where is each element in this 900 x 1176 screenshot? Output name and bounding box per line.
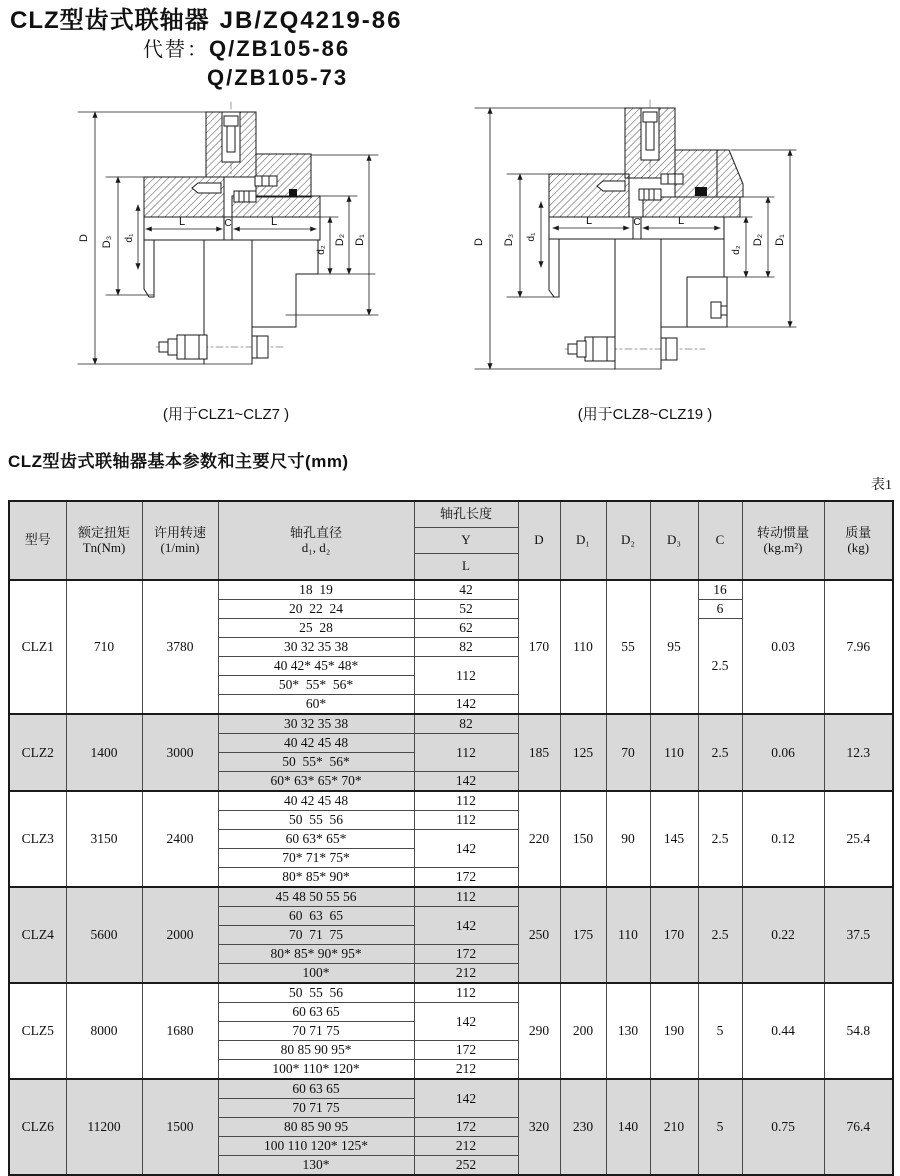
D2-cell: 70 — [606, 714, 650, 791]
bore-cell: 60* — [218, 695, 414, 715]
bore-cell: 50 55 56 — [218, 811, 414, 830]
torque-cell: 710 — [66, 580, 142, 714]
dim-label-D: D — [78, 234, 90, 242]
coupling-drawing-clz1-7 — [56, 92, 396, 404]
bore-cell: 80 85 90 95* — [218, 1041, 414, 1060]
D-cell: 290 — [518, 983, 560, 1079]
len-cell: 142 — [414, 772, 518, 792]
torque-cell: 5600 — [66, 887, 142, 983]
len-cell: 142 — [414, 830, 518, 868]
model-cell: CLZ3 — [9, 791, 66, 887]
len-cell: 82 — [414, 638, 518, 657]
coupling-drawing-clz8-19 — [465, 92, 825, 404]
page-title — [10, 8, 402, 34]
torque-cell: 11200 — [66, 1079, 142, 1175]
col-header-torque — [66, 501, 142, 580]
bore-cell: 130* — [218, 1156, 414, 1176]
len-cell: 212 — [414, 1137, 518, 1156]
inertia-cell: 0.75 — [742, 1079, 824, 1175]
dim-label-D3: D₃ — [101, 235, 113, 249]
replaced-standard-2: Q/ZB105-73 — [207, 65, 349, 90]
bore-cell: 70 71 75 — [218, 1022, 414, 1041]
hline: Tn(Nm) — [82, 539, 126, 555]
bore-cell: 60 63 65 — [218, 1003, 414, 1022]
col-header-D: D — [518, 501, 560, 580]
bore-cell: 50 55* 56* — [218, 753, 414, 772]
speed-cell: 3000 — [142, 714, 218, 791]
col-header-len-L: L — [414, 554, 518, 581]
col-header-D3: D₃ — [650, 501, 698, 580]
dim-label-d2: d₂ — [731, 245, 742, 255]
bore-cell: 40 42 45 48 — [218, 734, 414, 753]
mass-cell: 7.96 — [824, 580, 893, 714]
len-cell: 142 — [414, 1079, 518, 1118]
torque-cell: 1400 — [66, 714, 142, 791]
model-cell: CLZ6 — [9, 1079, 66, 1175]
len-cell: 62 — [414, 619, 518, 638]
len-cell: 212 — [414, 1060, 518, 1080]
bore-cell: 25 28 — [218, 619, 414, 638]
D3-cell: 110 — [650, 714, 698, 791]
bore-cell: 40 42* 45* 48* — [218, 657, 414, 676]
bore-cell: 70* 71* 75* — [218, 849, 414, 868]
D3-cell: 145 — [650, 791, 698, 887]
len-cell: 82 — [414, 714, 518, 734]
bore-cell: 20 22 24 — [218, 600, 414, 619]
C-cell: 2.5 — [698, 619, 742, 715]
speed-cell: 3780 — [142, 580, 218, 714]
inertia-cell: 0.03 — [742, 580, 824, 714]
figure-caption-left: (用于CLZ1~CLZ7 ) — [162, 406, 290, 423]
D-cell: 185 — [518, 714, 560, 791]
dim-label-L-right: L — [677, 215, 685, 227]
C-cell: 2.5 — [698, 791, 742, 887]
model-cell: CLZ5 — [9, 983, 66, 1079]
D3-cell: 190 — [650, 983, 698, 1079]
replaced-standard-1: Q/ZB105-86 — [209, 36, 351, 61]
dim-label-L-left: L — [585, 215, 593, 227]
D2-cell: 140 — [606, 1079, 650, 1175]
hline: 质量 — [845, 524, 872, 540]
dim-label-d1: d₁ — [526, 232, 537, 242]
mass-cell: 37.5 — [824, 887, 893, 983]
parameters-table — [8, 500, 894, 1176]
C-cell: 2.5 — [698, 714, 742, 791]
replace-line-1 — [143, 36, 402, 65]
col-header-model: 型号 — [9, 501, 66, 580]
model-cell: CLZ1 — [9, 580, 66, 714]
dim-label-D: D — [473, 238, 485, 246]
D1-cell: 110 — [560, 580, 606, 714]
col-header-mass — [824, 501, 893, 580]
hline: (1/min) — [160, 539, 200, 555]
document-title-block — [10, 8, 402, 94]
D1-cell: 150 — [560, 791, 606, 887]
C-cell: 6 — [698, 600, 742, 619]
parameters-table-wrap — [8, 500, 894, 1176]
speed-cell: 1680 — [142, 983, 218, 1079]
len-cell: 112 — [414, 657, 518, 695]
bore-cell: 60 63 65 — [218, 1079, 414, 1099]
D2-cell: 55 — [606, 580, 650, 714]
mass-cell: 12.3 — [824, 714, 893, 791]
inertia-cell: 0.22 — [742, 887, 824, 983]
col-header-speed — [142, 501, 218, 580]
bore-cell: 60 63 65 — [218, 907, 414, 926]
dim-label-D2: D₂ — [752, 233, 764, 247]
D-cell: 250 — [518, 887, 560, 983]
len-cell: 172 — [414, 868, 518, 888]
bore-cell: 50* 55* 56* — [218, 676, 414, 695]
table-row — [9, 714, 893, 734]
D3-cell: 95 — [650, 580, 698, 714]
table-row — [9, 1079, 893, 1099]
len-cell: 212 — [414, 964, 518, 984]
C-cell: 5 — [698, 1079, 742, 1175]
bore-cell: 50 55 56 — [218, 983, 414, 1003]
dim-label-d2: d₂ — [316, 245, 327, 255]
inertia-cell: 0.44 — [742, 983, 824, 1079]
D1-cell: 230 — [560, 1079, 606, 1175]
bore-cell: 70 71 75 — [218, 1099, 414, 1118]
col-header-C: C — [698, 501, 742, 580]
bore-cell: 80 85 90 95 — [218, 1118, 414, 1137]
len-cell: 252 — [414, 1156, 518, 1176]
table-row — [9, 580, 893, 600]
bore-cell: 60 63* 65* — [218, 830, 414, 849]
inertia-cell: 0.06 — [742, 714, 824, 791]
bore-cell: 30 32 35 38 — [218, 714, 414, 734]
dim-label-C: C — [224, 218, 232, 229]
replace-line-2 — [207, 65, 402, 94]
C-cell: 5 — [698, 983, 742, 1079]
table-section-title: CLZ型齿式联轴器基本参数和主要尺寸(mm) — [8, 452, 349, 471]
dim-label-L-right: L — [270, 216, 278, 228]
inertia-cell: 0.12 — [742, 791, 824, 887]
D1-cell: 125 — [560, 714, 606, 791]
mass-cell: 54.8 — [824, 983, 893, 1079]
bore-cell: 80* 85* 90* — [218, 868, 414, 888]
page-title-zh: CLZ型齿式联轴器 — [10, 7, 210, 34]
len-cell: 142 — [414, 907, 518, 945]
D2-cell: 90 — [606, 791, 650, 887]
col-header-bore-len: 轴孔长度 — [414, 501, 518, 528]
dim-label-D3: D₃ — [503, 233, 515, 247]
len-cell: 112 — [414, 734, 518, 772]
bore-cell: 30 32 35 38 — [218, 638, 414, 657]
len-cell: 112 — [414, 983, 518, 1003]
D-cell: 320 — [518, 1079, 560, 1175]
col-header-inertia — [742, 501, 824, 580]
speed-cell: 1500 — [142, 1079, 218, 1175]
D1-cell: 200 — [560, 983, 606, 1079]
torque-cell: 3150 — [66, 791, 142, 887]
table-row — [9, 983, 893, 1003]
C-cell: 16 — [698, 580, 742, 600]
D3-cell: 170 — [650, 887, 698, 983]
hline: 额定扭矩 — [77, 524, 130, 540]
bore-cell: 100* 110* 120* — [218, 1060, 414, 1080]
dim-label-L-left: L — [178, 216, 186, 228]
bore-cell: 60* 63* 65* 70* — [218, 772, 414, 792]
hline: 轴孔直径 — [289, 524, 342, 540]
figure-caption-right: (用于CLZ8~CLZ19 ) — [577, 406, 713, 423]
bore-cell: 18 19 — [218, 580, 414, 600]
mass-cell: 25.4 — [824, 791, 893, 887]
dim-label-d1: d₁ — [124, 233, 135, 243]
col-header-bore-dia — [218, 501, 414, 580]
bore-cell: 100* — [218, 964, 414, 984]
len-cell: 142 — [414, 695, 518, 715]
D3-cell: 210 — [650, 1079, 698, 1175]
speed-cell: 2000 — [142, 887, 218, 983]
D-cell: 220 — [518, 791, 560, 887]
hline: (kg.m²) — [763, 539, 803, 555]
bore-cell: 70 71 75 — [218, 926, 414, 945]
torque-cell: 8000 — [66, 983, 142, 1079]
len-cell: 112 — [414, 791, 518, 811]
len-cell: 172 — [414, 1118, 518, 1137]
col-header-D1: D₁ — [560, 501, 606, 580]
len-cell: 52 — [414, 600, 518, 619]
table-row — [9, 791, 893, 811]
len-cell: 172 — [414, 945, 518, 964]
len-cell: 112 — [414, 887, 518, 907]
len-cell: 172 — [414, 1041, 518, 1060]
hline: 许用转速 — [153, 524, 206, 540]
table-header-row — [9, 501, 893, 528]
replace-label: 代替： — [143, 39, 209, 61]
table-row — [9, 887, 893, 907]
hline: (kg) — [847, 539, 870, 555]
D1-cell: 175 — [560, 887, 606, 983]
model-cell: CLZ4 — [9, 887, 66, 983]
D2-cell: 130 — [606, 983, 650, 1079]
dim-label-D1: D₁ — [774, 234, 786, 246]
C-cell: 2.5 — [698, 887, 742, 983]
bore-cell: 100 110 120* 125* — [218, 1137, 414, 1156]
len-cell: 142 — [414, 1003, 518, 1041]
bore-cell: 80* 85* 90* 95* — [218, 945, 414, 964]
dim-label-D2: D₂ — [334, 233, 346, 247]
D-cell: 170 — [518, 580, 560, 714]
bore-cell: 45 48 50 55 56 — [218, 887, 414, 907]
standard-number: JB/ZQ4219-86 — [219, 7, 403, 34]
len-cell: 112 — [414, 811, 518, 830]
dim-label-D1: D₁ — [354, 234, 366, 246]
speed-cell: 2400 — [142, 791, 218, 887]
dim-label-C: C — [633, 217, 641, 228]
hline: d₁, d₂ — [301, 539, 331, 555]
D2-cell: 110 — [606, 887, 650, 983]
table-number-tag: 表1 — [871, 478, 892, 493]
hline: 转动惯量 — [756, 524, 809, 540]
col-header-len-Y: Y — [414, 528, 518, 554]
model-cell: CLZ2 — [9, 714, 66, 791]
len-cell: 42 — [414, 580, 518, 600]
col-header-D2: D₂ — [606, 501, 650, 580]
mass-cell: 76.4 — [824, 1079, 893, 1175]
bore-cell: 40 42 45 48 — [218, 791, 414, 811]
